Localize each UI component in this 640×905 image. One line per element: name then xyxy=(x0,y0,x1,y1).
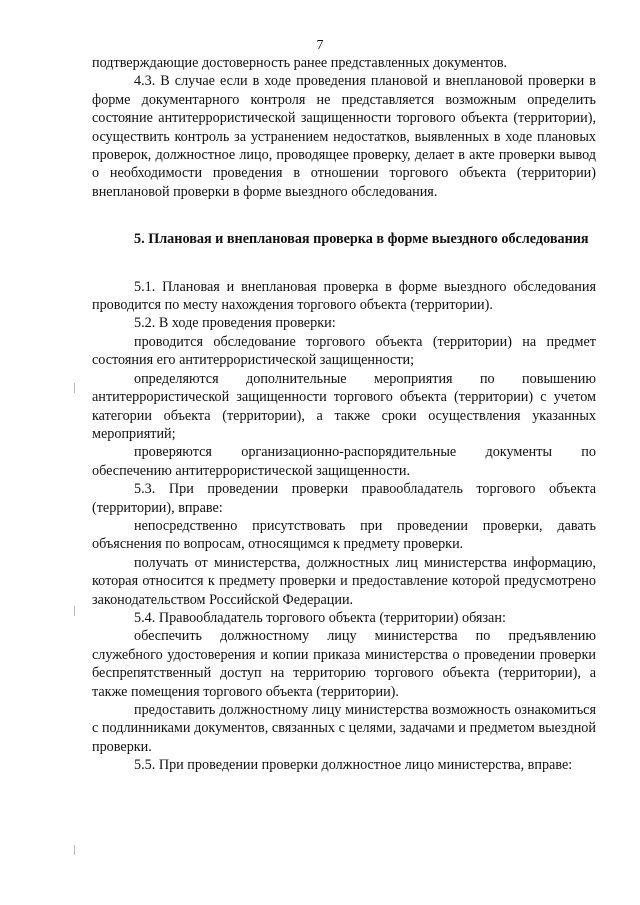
scan-margin-mark xyxy=(74,845,75,855)
paragraph-4-3: 4.3. В случае если в ходе проведения плановой и внеплановой проверки в форме документарного контроля не представляется возможным определить состояние антитеррористической защищенности торгового объекта (территории), осуществить контроль за устранением недостатков, выявленных в ходе плановых проверок, должностное лицо, проводящее проверку, делает в акте проверки вывод о необходимости проведения в отношении торгового объекта (территории) внеплановой проверки в форме выездного обследования. xyxy=(92,73,596,200)
list-item-documents: проверяются организационно-распорядительные документы по обеспечению антитеррористической защищенности. xyxy=(92,444,596,479)
section-heading-5: 5. Плановая и внеплановая проверка в форме выездного обследования xyxy=(134,231,589,248)
list-item-information: получать от министерства, должностных лиц министерства информацию, которая относится к предмету проверки и предоставление которой предусмотрено законодательством Российской Федерации. xyxy=(92,554,596,608)
paragraph-5-5: 5.5. При проведении проверки должностное лицо министерства, вправе: xyxy=(134,757,573,774)
paragraph-5-1: 5.1. Плановая и внеплановая проверка в форме выездного обследования проводится по месту нахождения торгового объекта (территории). xyxy=(92,278,596,314)
scan-margin-mark xyxy=(74,606,75,616)
list-item-originals: предоставить должностному лицу министерства возможность ознакомиться с подлинниками документов, связанных с целями, задачами и предметом выездной проверки. xyxy=(92,702,596,755)
page-number: 7 xyxy=(316,38,324,53)
paragraph-5-4: 5.4. Правообладатель торгового объекта (территории) обязан: xyxy=(134,609,506,626)
paragraph-5-3: 5.3. При проведении проверки правообладатель торгового объекта (территории), вправе: xyxy=(92,481,596,516)
document-body xyxy=(92,54,596,775)
list-item-access: обеспечить должностному лицу министерства по предъявлению служебного удостоверения и копии приказа министерства о проведении проверки беспрепятственный доступ на территорию торгового объекта (территории), а также помещения торгового объекта (территории). xyxy=(92,628,596,700)
scan-margin-mark xyxy=(74,383,75,393)
list-item-measures: определяются дополнительные мероприятия по повышению антитеррористической защищенности торгового объекта (территории) с учетом категории объекта (территории), а также сроки осуществления указанных мероприятий; xyxy=(92,370,596,442)
paragraph-continuation: подтверждающие достоверность ранее представленных документов. xyxy=(92,55,508,71)
paragraph-5-2: 5.2. В ходе проведения проверки: xyxy=(134,315,336,332)
list-item-inspection: проводится обследование торгового объекта (территории) на предмет состояния его антитеррористической защищенности; xyxy=(92,333,596,369)
list-item-presence: непосредственно присутствовать при проведении проверки, давать объяснения по вопросам, относящимся к предмету проверки. xyxy=(92,517,596,553)
